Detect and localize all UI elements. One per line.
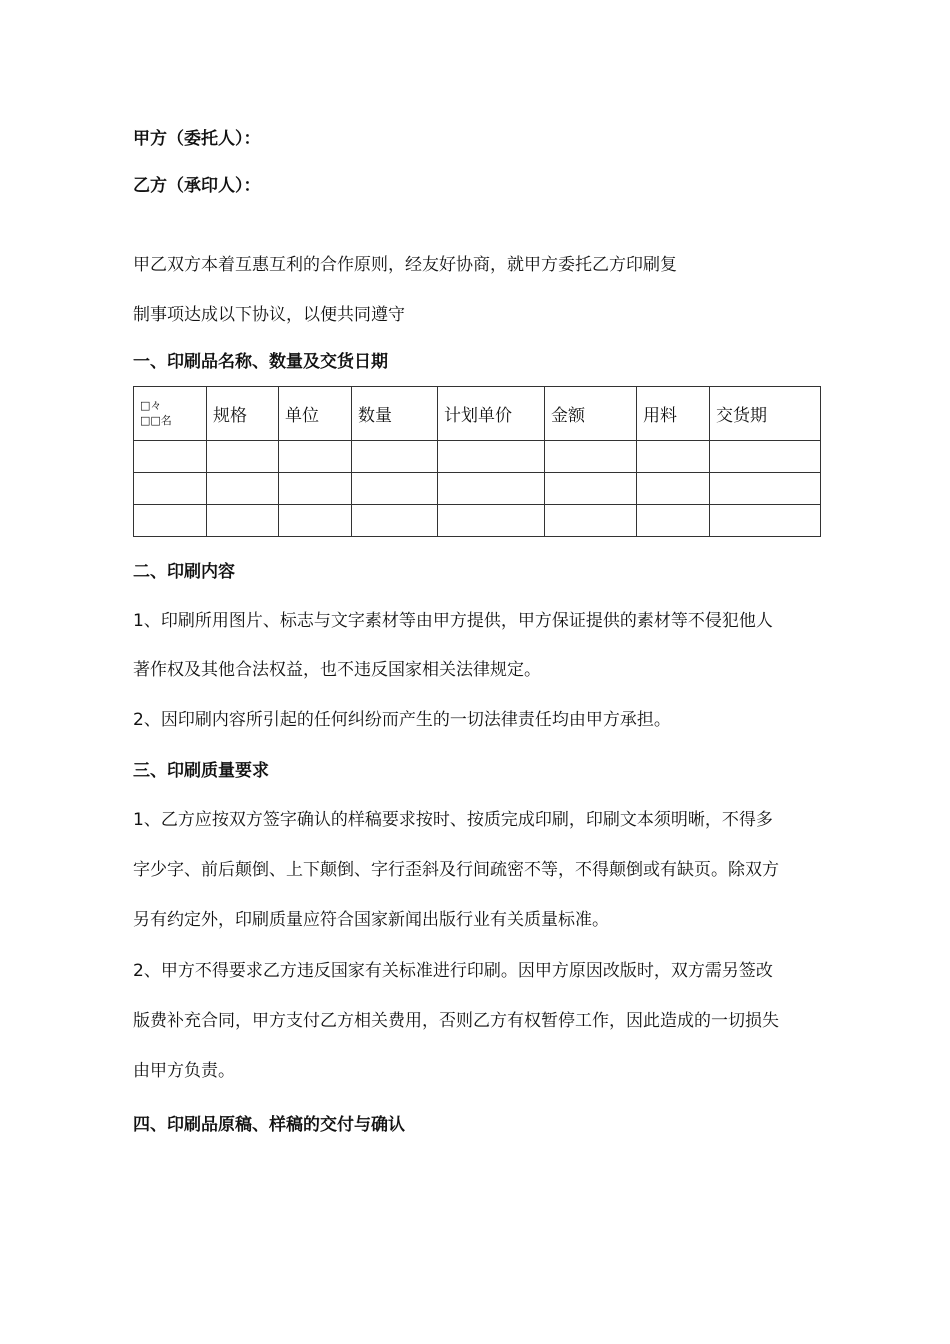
table-cell — [438, 505, 545, 537]
table-cell — [352, 505, 438, 537]
intro-line-2: 制事项达成以下协议，以便共同遵守 — [133, 305, 405, 325]
table-row — [134, 473, 821, 505]
section-3-para-1-line-3: 另有约定外，印刷质量应符合国家新闻出版行业有关质量标准。 — [133, 910, 609, 930]
table-cell — [279, 473, 352, 505]
section-4-title: 四、印刷品原稿、样稿的交付与确认 — [133, 1115, 405, 1135]
header-unit: 单位 — [279, 387, 352, 441]
section-2-title: 二、印刷内容 — [133, 562, 235, 582]
table-cell — [710, 441, 821, 473]
section-3-title: 三、印刷质量要求 — [133, 761, 269, 781]
header-delivery-date: 交货期 — [710, 387, 821, 441]
table-cell — [637, 505, 710, 537]
party-b-label: 乙方（承印人）： — [133, 176, 261, 196]
section-3-para-1-line-1: 1、乙方应按双方签字确认的样稿要求按时、按质完成印刷，印刷文本须明晰，不得多 — [133, 810, 773, 830]
table-cell — [545, 441, 637, 473]
table-cell — [545, 505, 637, 537]
table-cell — [637, 473, 710, 505]
section-3-para-2-line-1: 2、甲方不得要求乙方违反国家有关标准进行印刷。因甲方原因改版时，双方需另签改 — [133, 961, 773, 981]
table-cell — [207, 441, 279, 473]
table-row — [134, 441, 821, 473]
intro-line-1: 甲乙双方本着互惠互利的合作原则，经友好协商，就甲方委托乙方印刷复 — [133, 255, 677, 275]
header-material: 用料 — [637, 387, 710, 441]
header-item-name-text: □々 □□名 — [140, 399, 172, 427]
header-unit-price: 计划单价 — [438, 387, 545, 441]
table-cell — [710, 473, 821, 505]
table-cell — [637, 441, 710, 473]
party-a-label: 甲方（委托人）： — [133, 129, 261, 149]
section-2-para-1-line-1: 1、印刷所用图片、标志与文字素材等由甲方提供，甲方保证提供的素材等不侵犯他人 — [133, 611, 773, 631]
table-cell — [279, 505, 352, 537]
table-cell — [134, 441, 207, 473]
table-cell — [352, 473, 438, 505]
table-cell — [710, 505, 821, 537]
section-1-title: 一、印刷品名称、数量及交货日期 — [133, 352, 388, 372]
section-2-para-2-line-1: 2、因印刷内容所引起的任何纠纷而产生的一切法律责任均由甲方承担。 — [133, 710, 671, 730]
table-cell — [438, 441, 545, 473]
header-amount: 金额 — [545, 387, 637, 441]
header-spec: 规格 — [207, 387, 279, 441]
header-item-name — [134, 387, 207, 441]
print-items-table — [133, 386, 821, 537]
table-cell — [207, 505, 279, 537]
header-quantity: 数量 — [352, 387, 438, 441]
section-3-para-1-line-2: 字少字、前后颠倒、上下颠倒、字行歪斜及行间疏密不等，不得颠倒或有缺页。除双方 — [133, 860, 779, 880]
table-cell — [279, 441, 352, 473]
table-cell — [134, 505, 207, 537]
table-header-row — [134, 387, 821, 441]
section-2-para-1-line-2: 著作权及其他合法权益，也不违反国家相关法律规定。 — [133, 660, 541, 680]
table-cell — [134, 473, 207, 505]
table-cell — [545, 473, 637, 505]
section-3-para-2-line-3: 由甲方负责。 — [133, 1061, 235, 1081]
table-cell — [207, 473, 279, 505]
table-row — [134, 505, 821, 537]
section-3-para-2-line-2: 版费补充合同，甲方支付乙方相关费用，否则乙方有权暂停工作，因此造成的一切损失 — [133, 1011, 779, 1031]
table-cell — [438, 473, 545, 505]
table-cell — [352, 441, 438, 473]
